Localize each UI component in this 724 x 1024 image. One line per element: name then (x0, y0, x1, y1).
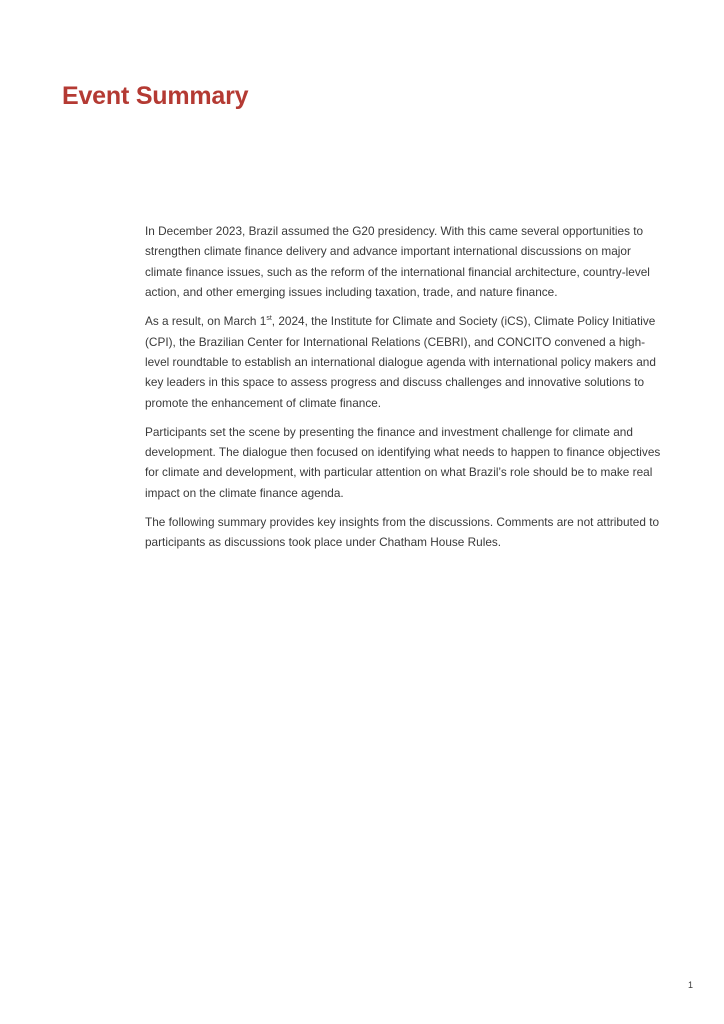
ordinal-superscript: st (266, 315, 272, 323)
paragraph-chatham-house: The following summary provides key insights from the discussions. Comments are not attributed to participants as discussions took place under Chatham House Rules. (145, 514, 660, 550)
paragraph-roundtable (145, 311, 665, 413)
paragraph-roundtable-start: As a result, on March 1 (145, 314, 267, 329)
paragraph-g20-presidency: In December 2023, Brazil assumed the G20 presidency. With this came several opportunities to strengthen climate finance delivery and advance important international discussions on major climate finance issues, such as the reform of the international financial architecture, country-level action, and other emerging issues including taxation, trade, and nature finance. (145, 224, 650, 300)
paragraph-scene-setting: Participants set the scene by presenting the finance and investment challenge for climate and development. The dialogue then focused on identifying what needs to happen to finance objectives for climate and development, with particular attention on what Brazil’s role should be to make real impact on the climate finance agenda. (145, 424, 661, 500)
page-title: Event Summary (62, 82, 249, 110)
summary-body (145, 221, 665, 561)
page-number: 1 (687, 980, 693, 990)
paragraph-roundtable-rest: , 2024, the Institute for Climate and Society (iCS), Climate Policy Initiative (CPI), the Brazilian Center for International Relations (CEBRI), and CONCITO convened a high-level roundtable to establish an international dialogue agenda with international policy makers and key leaders in this space to assess progress and discuss challenges and innovative solutions to promote the enhancement of climate finance. (145, 314, 656, 410)
